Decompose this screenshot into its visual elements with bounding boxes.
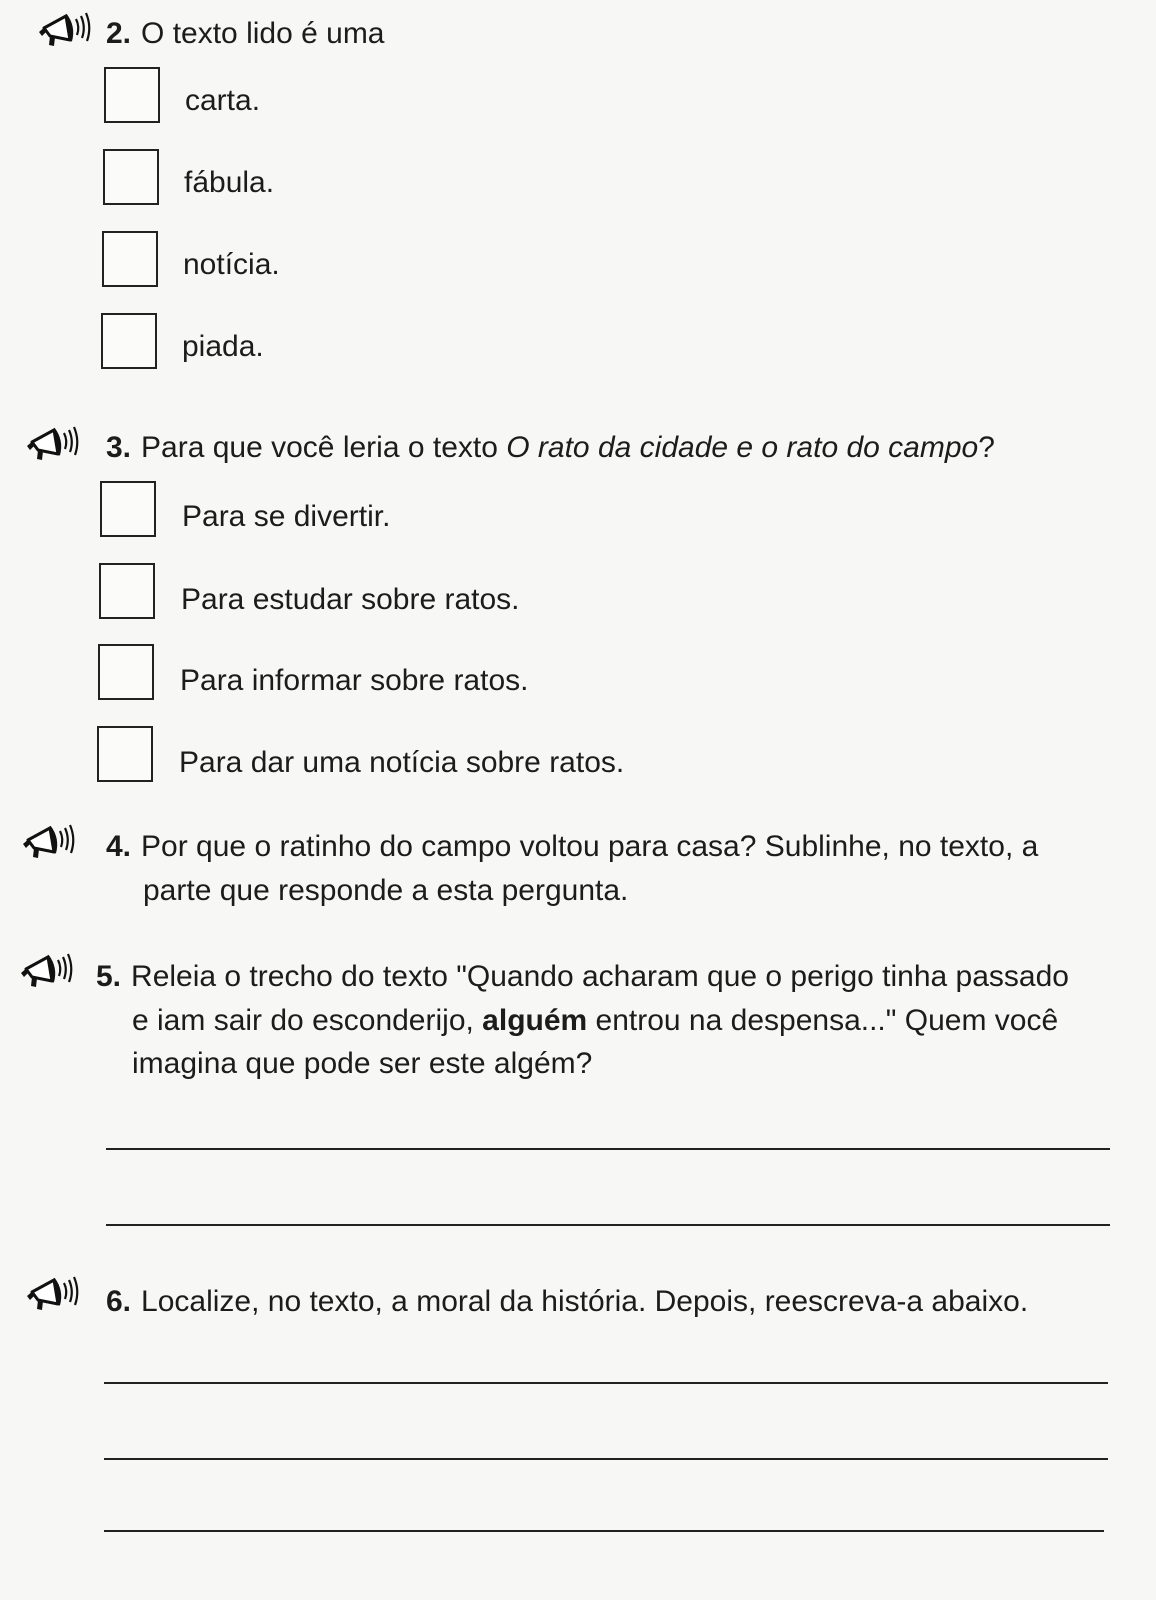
question-3-text xyxy=(106,433,995,463)
option-label: Para estudar sobre ratos. xyxy=(181,583,520,616)
checkbox-option-noticia[interactable] xyxy=(102,231,158,287)
option-label: carta. xyxy=(185,84,261,117)
question-4-line-1 xyxy=(106,832,1038,862)
text-segment: entrou na despensa..." Quem você xyxy=(587,1004,1059,1037)
checkbox-option-noticia[interactable] xyxy=(97,726,153,782)
question-number: 2. xyxy=(106,17,132,50)
checkbox-option-piada[interactable] xyxy=(101,313,157,369)
answer-line[interactable] xyxy=(106,1224,1110,1226)
question-5-line-3: imagina que pode ser este algém? xyxy=(132,1047,593,1080)
story-title: O rato da cidade e o rato do campo xyxy=(506,431,979,464)
question-prompt: Por que o ratinho do campo voltou para casa? Sublinhe, no texto, a xyxy=(141,830,1039,863)
question-number: 6. xyxy=(106,1285,132,1318)
question-2-text xyxy=(106,19,385,49)
question-5-line-2 xyxy=(132,1006,1058,1036)
option-label: piada. xyxy=(182,330,264,363)
megaphone-icon xyxy=(24,424,82,464)
question-prompt: Releia o trecho do texto "Quando acharam que o perigo tinha passado xyxy=(131,960,1069,993)
option-label: fábula. xyxy=(184,166,275,199)
option-label: Para dar uma notícia sobre ratos. xyxy=(179,746,625,779)
option-label: notícia. xyxy=(183,248,280,281)
question-punctuation: ? xyxy=(978,431,995,464)
option-label: Para informar sobre ratos. xyxy=(180,664,529,697)
question-number: 3. xyxy=(106,431,132,464)
answer-line[interactable] xyxy=(106,1148,1110,1150)
checkbox-option-fabula[interactable] xyxy=(103,149,159,205)
question-4-line-2: parte que responde a esta pergunta. xyxy=(143,874,629,907)
question-prompt: Localize, no texto, a moral da história. Depois, reescreva-a abaixo. xyxy=(141,1285,1029,1318)
question-prompt: O texto lido é uma xyxy=(141,17,385,50)
highlighted-word: alguém xyxy=(482,1004,588,1037)
question-6-text xyxy=(106,1287,1028,1317)
question-number: 4. xyxy=(106,830,132,863)
question-prompt: Para que você leria o texto xyxy=(141,431,507,464)
question-5-line-1 xyxy=(96,962,1069,992)
text-segment: e iam sair do esconderijo, xyxy=(132,1004,483,1037)
megaphone-icon xyxy=(36,10,94,50)
question-number: 5. xyxy=(96,960,122,993)
checkbox-option-divertir[interactable] xyxy=(100,481,156,537)
checkbox-option-carta[interactable] xyxy=(104,67,160,123)
megaphone-icon xyxy=(20,822,78,862)
answer-line[interactable] xyxy=(104,1382,1108,1384)
answer-line[interactable] xyxy=(104,1458,1108,1460)
checkbox-option-informar[interactable] xyxy=(98,644,154,700)
megaphone-icon xyxy=(24,1274,82,1314)
checkbox-option-estudar[interactable] xyxy=(99,563,155,619)
option-label: Para se divertir. xyxy=(182,500,391,533)
megaphone-icon xyxy=(18,951,76,991)
answer-line[interactable] xyxy=(104,1530,1104,1532)
